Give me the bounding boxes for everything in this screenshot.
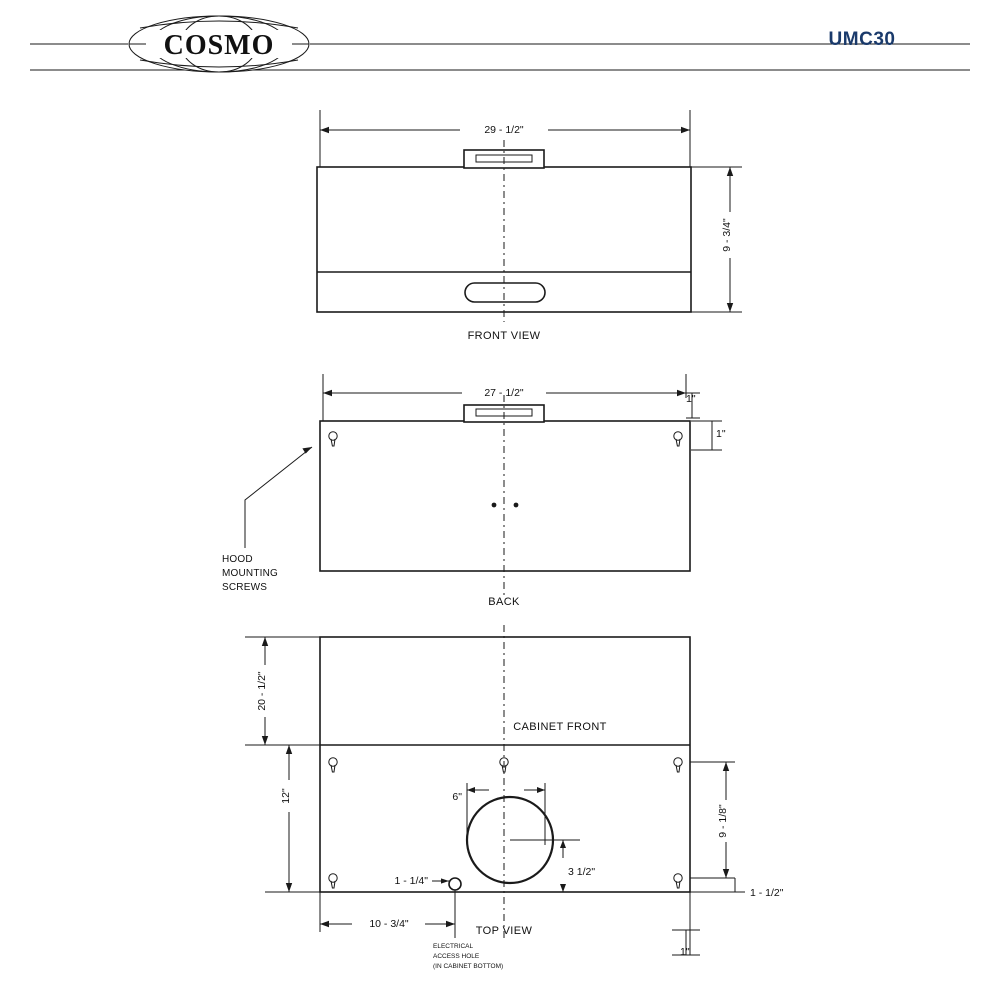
cabinet-front-label: CABINET FRONT bbox=[513, 721, 607, 733]
back-width-value: 27 - 1/2" bbox=[484, 387, 524, 399]
electrical-hole-size: 1 - 1/4" bbox=[394, 875, 428, 887]
front-height-dimension bbox=[691, 167, 742, 312]
top-right-dimension-upper bbox=[690, 762, 735, 878]
front-width-value: 29 - 1/2" bbox=[484, 124, 524, 136]
front-handle bbox=[465, 283, 545, 302]
top-right-dimension-bottom bbox=[672, 892, 700, 958]
hood-mounting-screws-line3: SCREWS bbox=[222, 582, 268, 593]
front-view-label: FRONT VIEW bbox=[467, 330, 541, 342]
duct-offset-value: 3 1/2" bbox=[568, 866, 596, 878]
back-body-outline bbox=[320, 421, 690, 571]
hood-mounting-screws-line2: MOUNTING bbox=[222, 568, 279, 579]
front-height-value: 9 - 3/4" bbox=[721, 218, 733, 252]
front-view bbox=[317, 110, 742, 342]
back-side-offset-value: 1" bbox=[716, 428, 726, 440]
electrical-note-line2: ACCESS HOLE bbox=[433, 953, 480, 960]
back-top-offset-dimension bbox=[686, 393, 700, 418]
back-top-offset-value: 1" bbox=[686, 393, 696, 405]
brand-wordmark: COSMO bbox=[163, 30, 275, 61]
top-depth-upper-dimension bbox=[245, 637, 320, 745]
back-view-label: BACK bbox=[488, 596, 520, 608]
hole-offset-dimension bbox=[320, 892, 455, 932]
top-depth-upper-value: 20 - 1/2" bbox=[256, 671, 268, 711]
top-right-upper-value: 9 - 1/8" bbox=[717, 804, 729, 838]
back-side-offset-dimension bbox=[691, 421, 726, 450]
model-number: UMC30 bbox=[828, 29, 896, 50]
hood-mounting-screws-line1: HOOD bbox=[222, 554, 253, 565]
electrical-note-line3: (IN CABINET BOTTOM) bbox=[433, 963, 504, 970]
top-view-label: TOP VIEW bbox=[475, 925, 533, 937]
top-right-dimension-lower bbox=[690, 878, 784, 899]
duct-diameter-value: 6" bbox=[452, 791, 462, 803]
electrical-note-line1: ELECTRICAL bbox=[433, 943, 474, 950]
top-right-bottom-value: 1" bbox=[680, 946, 690, 958]
top-depth-lower-dimension bbox=[265, 745, 320, 892]
back-small-hole-left bbox=[492, 503, 497, 508]
top-view bbox=[245, 625, 784, 970]
header-band bbox=[30, 16, 970, 72]
top-right-lower-value: 1 - 1/2" bbox=[750, 887, 784, 899]
back-view bbox=[222, 374, 726, 608]
hood-mounting-screws-leader bbox=[245, 447, 312, 548]
top-depth-lower-value: 12" bbox=[280, 788, 292, 804]
hole-offset-value: 10 - 3/4" bbox=[369, 918, 409, 930]
back-small-hole-right bbox=[514, 503, 519, 508]
